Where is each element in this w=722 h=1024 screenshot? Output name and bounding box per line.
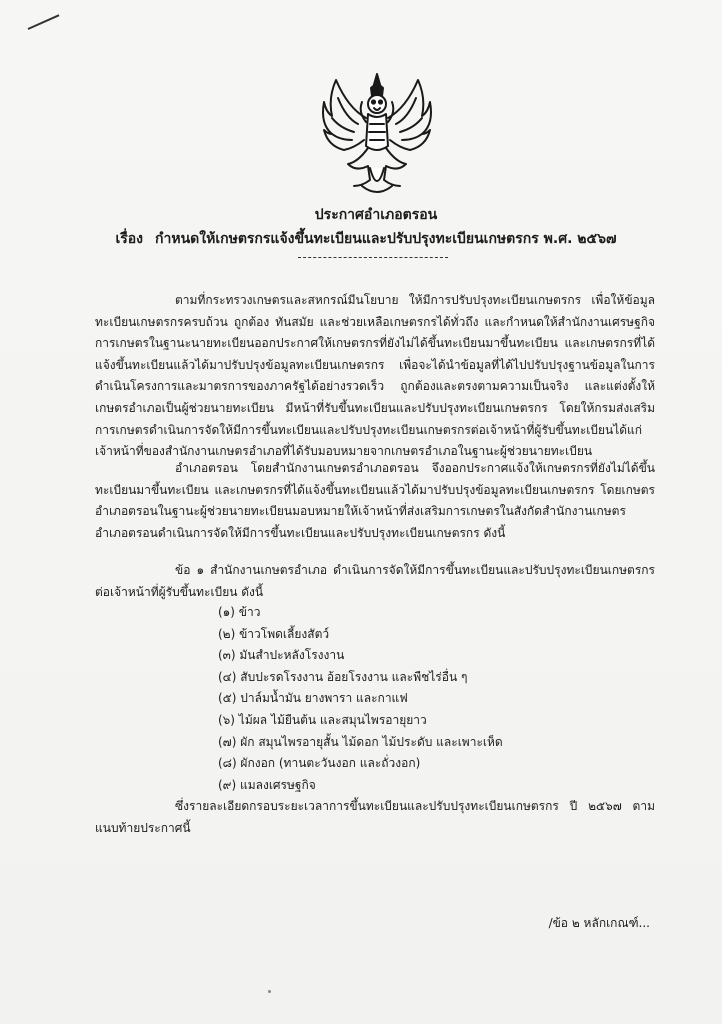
list-item: (๖) ไม้ผล ไม้ยืนต้น และสมุนไพรอายุยาว xyxy=(218,712,427,727)
announcement-title: ประกาศอำเภอตรอน xyxy=(314,207,438,223)
dashed-divider xyxy=(298,257,448,258)
document-header xyxy=(0,206,722,258)
paragraph-4 xyxy=(95,796,655,839)
pen-mark xyxy=(28,14,60,30)
list-item: (๑) ข้าว xyxy=(218,605,261,619)
speck xyxy=(268,990,271,993)
paragraph-2-text: อำเภอตรอน โดยสำนักงานเกษตรอำเภอตรอน จึงออกประกาศแจ้งให้เกษตรกรที่ยังไม่ได้ขึ้นทะเบียนมาขึ้นทะเบียน และเกษตรกรที่ได้แจ้งขึ้นทะเบียนแล้วได้มาปรับปรุงข้อมูลทะเบียนเกษตรกร โดยเกษตรอำเภอตรอนในฐานะผู้ช่วยนายทะเบียนมอบหมายให้เจ้าหน้าที่ส่งเสริมการเกษตรในสังกัดสำนักงานเกษตรอำเภอตรอนดำเนินการจัดให้มีการขึ้นทะเบียนและปรับปรุงทะเบียนเกษตรกร ดังนี้ xyxy=(95,461,655,540)
list-item: (๘) ผักงอก (ทานตะวันงอก และถั่วงอก) xyxy=(218,756,421,771)
garuda-emblem-icon xyxy=(318,68,436,200)
continuation-note: /ข้อ ๒ หลักเกณฑ์... xyxy=(548,916,650,930)
clause-1-text: ข้อ ๑ สำนักงานเกษตรอำเภอ ดำเนินการจัดให้มีการขึ้นทะเบียนและปรับปรุงทะเบียนเกษตรกรต่อเจ้าหน้าที่ผู้รับขึ้นทะเบียน ดังนี้ xyxy=(95,563,655,599)
list-item: (๔) สับปะรดโรงงาน อ้อยโรงงาน และพืชไร่อื่น ๆ xyxy=(218,669,468,684)
paragraph-4-text: ซึ่งรายละเอียดกรอบระยะเวลาการขึ้นทะเบียนและปรับปรุงทะเบียนเกษตรกร ปี ๒๕๖๗ ตามแนบท้ายประกาศนี้ xyxy=(95,799,655,835)
list-item: (๒) ข้าวโพดเลี้ยงสัตว์ xyxy=(218,626,330,641)
paragraph-1-text: ตามที่กระทรวงเกษตรและสหกรณ์มีนโยบาย ให้มีการปรับปรุงทะเบียนเกษตรกร เพื่อให้ข้อมูลทะเบียนเกษตรกรครบถ้วน ถูกต้อง ทันสมัย และช่วยเหลือเกษตรกรได้ทั่วถึง และกำหนดให้สำนักงานเศรษฐกิจการเกษตรในฐานะนายทะเบียนออกประกาศให้เกษตรกรที่ยังไม่ได้ขึ้นทะเบียนมาขึ้นทะเบียน และเกษตรกรที่ได้แจ้งขึ้นทะเบียนแล้วได้มาปรับปรุงข้อมูลทะเบียนเกษตรกร เพื่อจะได้นำข้อมูลที่ได้ไปปรับปรุงฐานข้อมูลในการดำเนินโครงการและมาตรการของภาครัฐได้อย่างรวดเร็ว ถูกต้องและตรงตามความเป็นจริง และแต่งตั้งให้เกษตรอำเภอเป็นผู้ช่วยนายทะเบียน มีหน้าที่รับขึ้นทะเบียนและปรับปรุงทะเบียนเกษตรกร โดยให้กรมส่งเสริมการเกษตรดำเนินการจัดให้มีการขึ้นทะเบียนและปรับปรุงทะเบียนเกษตรกรต่อเจ้าหน้าที่ผู้รับขึ้นทะเบียนได้แก่ เจ้าหน้าที่ของสำนักงานเกษตรอำเภอที่ได้รับมอบหมายจากเกษตรอำเภอในฐานะผู้ช่วยนายทะเบียน xyxy=(95,293,655,459)
paragraph-2 xyxy=(95,458,655,544)
subject-line xyxy=(10,229,722,249)
subject-text: กำหนดให้เกษตรกรแจ้งขึ้นทะเบียนและปรับปรุงทะเบียนเกษตรกร พ.ศ. ๒๕๖๗ xyxy=(155,231,617,247)
list-item: (๕) ปาล์มน้ำมัน ยางพารา และกาแฟ xyxy=(218,691,408,706)
clause-1 xyxy=(95,560,655,603)
list-item: (๓) มันสำปะหลังโรงงาน xyxy=(218,648,345,663)
paragraph-1 xyxy=(95,290,655,463)
list-item: (๗) ผัก สมุนไพรอายุสั้น ไม้ดอก ไม้ประดับ และเพาะเห็ด xyxy=(218,734,503,749)
list-item: (๙) แมลงเศรษฐกิจ xyxy=(218,777,316,792)
subject-label: เรื่อง xyxy=(115,231,144,247)
crop-list xyxy=(218,602,503,796)
